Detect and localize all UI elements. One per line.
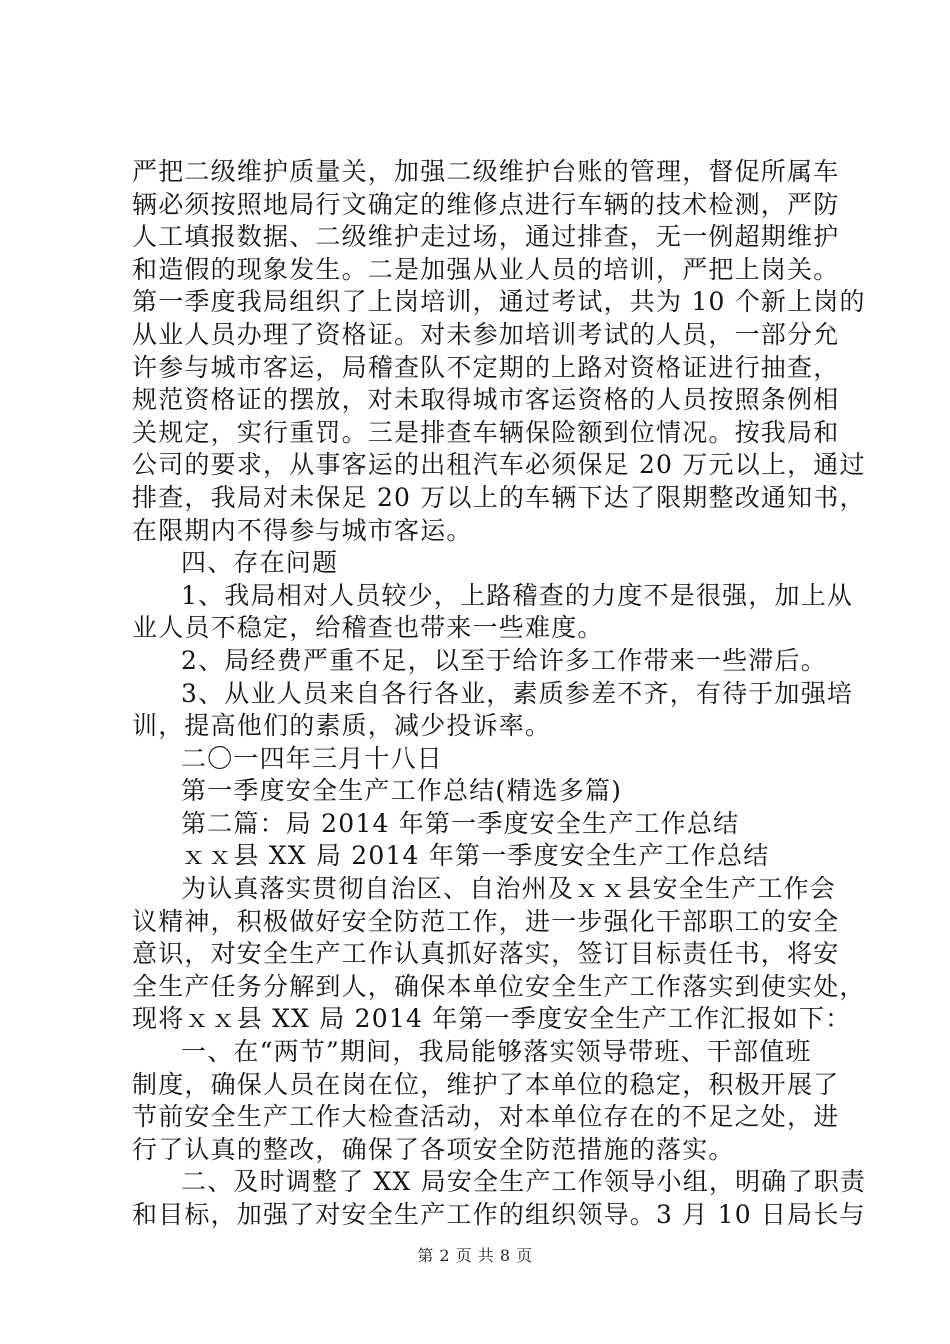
- text-line: 训，提高他们的素质，减少投诉率。: [132, 711, 552, 741]
- text-line: 现将ｘｘ县 XX 局 2014 年第一季度安全生产工作汇报如下：: [132, 1004, 852, 1034]
- text-line: 为认真落实贯彻自治区、自治州及ｘｘ县安全生产工作会: [181, 874, 837, 904]
- text-line: 从业人员办理了资格证。对未参加培训考试的人员，一部分允: [132, 319, 840, 349]
- document-body: [132, 156, 867, 1232]
- text-line: 二、及时调整了 XX 局安全生产工作领导小组，明确了职责: [181, 1167, 867, 1197]
- text-line: 议精神，积极做好安全防范工作，进一步强化干部职工的安全: [132, 906, 840, 936]
- report-title: ｘｘ县 XX 局 2014 年第一季度安全生产工作总结: [181, 841, 770, 871]
- document-title: 第一季度安全生产工作总结(精选多篇): [181, 776, 623, 806]
- text-line: 3、从业人员来自各行各业，素质参差不齐，有待于加强培: [181, 678, 854, 708]
- text-line: 意识，对安全生产工作认真抓好落实，签订目标责任书，将安: [132, 939, 840, 969]
- section-heading: 四、存在问题: [181, 548, 339, 578]
- text-line: 公司的要求，从事客运的出租汽车必须保足 20 万元以上，通过: [132, 450, 866, 480]
- text-line: 和目标，加强了对安全生产工作的组织领导。3 月 10 日局长与: [132, 1200, 866, 1229]
- text-line: 2、局经费严重不足，以至于给许多工作带来一些滞后。: [181, 645, 827, 675]
- text-line: 行了认真的整改，确保了各项安全防范措施的落实。: [132, 1134, 735, 1164]
- chapter-heading: 第二篇：局 2014 年第一季度安全生产工作总结: [181, 808, 740, 838]
- text-line: 节前安全生产工作大检查活动，对本单位存在的不足之处，进: [132, 1102, 840, 1132]
- text-line: 一、在“两节”期间，我局能够落实领导带班、干部值班: [181, 1037, 812, 1067]
- text-line: 排查，我局对未保足 20 万以上的车辆下达了限期整改通知书，: [132, 482, 866, 512]
- text-line: 严把二级维护质量关，加强二级维护台账的管理，督促所属车: [132, 157, 840, 186]
- text-line: 关规定，实行重罚。三是排查车辆保险额到位情况。按我局和: [132, 417, 840, 447]
- text-line: 和造假的现象发生。二是加强从业人员的培训，严把上岗关。: [132, 254, 840, 284]
- text-line: 许参与城市客运，局稽查队不定期的上路对资格证进行抽查，: [132, 352, 840, 382]
- text-line: 人工填报数据、二级维护走过场，通过排查，无一例超期维护: [132, 222, 840, 252]
- text-line: 全生产任务分解到人，确保本单位安全生产工作落实到使实处，: [132, 971, 866, 1001]
- text-line: 第一季度我局组织了上岗培训，通过考试，共为 10 个新上岗的: [132, 287, 866, 317]
- text-line: 辆必须按照地局行文确定的维修点进行车辆的技术检测，严防: [132, 189, 840, 219]
- date-line: 二〇一四年三月十八日: [181, 743, 444, 773]
- text-line: 1、我局相对人员较少，上路稽查的力度不是很强，加上从: [181, 580, 854, 610]
- text-line: 规范资格证的摆放，对未取得城市客运资格的人员按照条例相: [132, 385, 840, 415]
- text-line: 业人员不稳定，给稽查也带来一些难度。: [132, 613, 604, 643]
- page-footer: 第 2 页 共 8 页: [417, 1246, 533, 1265]
- text-line: 在限期内不得参与城市客运。: [132, 515, 473, 545]
- text-line: 制度，确保人员在岗在位，维护了本单位的稳定，积极开展了: [132, 1069, 840, 1099]
